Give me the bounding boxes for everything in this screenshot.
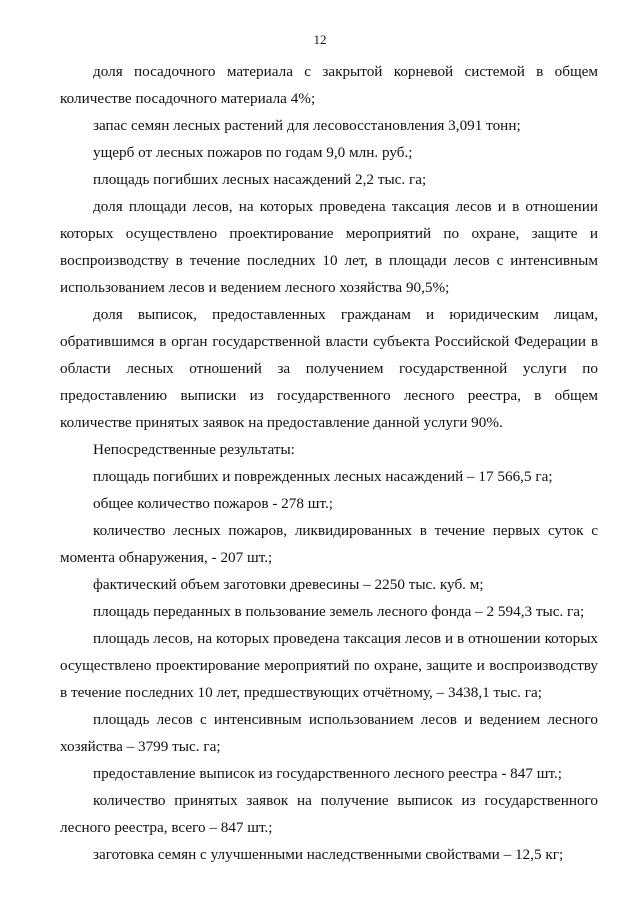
document-body [60,58,598,868]
paragraph-registry-extracts-share: доля выписок, предоставленных гражданам и юридическим лицам, обратившимся в орган государственной власти субъекта Российской Федерации в области лесных отношений за получением государственной услуги по предоставлению выписки из государственного лесного реестра, в общем количестве принятых заявок на предоставление данной услуги 90%. [60,306,598,431]
paragraph-damaged-plantations-area: площадь погибших и поврежденных лесных насаждений – 17 566,5 га; [93,468,553,485]
paragraph-fires-first-day: количество лесных пожаров, ликвидированных в течение первых суток с момента обнаружения, - 207 шт.; [60,522,598,566]
page-number: 12 [313,32,327,47]
paragraph-taxation-share: доля площади лесов, на которых проведена таксация лесов и в отношении которых осуществлено проектирование мероприятий по охране, защите и воспроизводству в течение последних 10 лет, в площади лесов с интенсивным использованием лесов и ведением лесного хозяйства 90,5%; [60,198,598,296]
paragraph-intensive-use-area: площадь лесов с интенсивным использованием лесов и ведением лесного хозяйства – 3799 тыс. га; [60,711,598,755]
paragraph-timber-harvest: фактический объем заготовки древесины – 2250 тыс. куб. м; [93,576,484,593]
paragraph-dead-plantations-area: площадь погибших лесных насаждений 2,2 тыс. га; [93,171,427,188]
paragraph-fire-damage: ущерб от лесных пожаров по годам 9,0 млн. руб.; [93,144,413,161]
paragraph-leased-land-area: площадь переданных в пользование земель лесного фонда – 2 594,3 тыс. га; [93,603,585,620]
paragraph-seed-stock: запас семян лесных растений для лесовосстановления 3,091 тонн; [93,117,521,134]
paragraph-closed-root-seedlings-share: доля посадочного материала с закрытой корневой системой в общем количестве посадочного материала 4%; [60,63,598,107]
paragraph-taxation-area: площадь лесов, на которых проведена таксация лесов и в отношении которых осуществлено проектирование мероприятий по охране, защите и воспроизводству в течение последних 10 лет, предшествующих отчётному, – 3438,1 тыс. га; [60,630,598,701]
paragraph-improved-seeds: заготовка семян с улучшенными наследственными свойствами – 12,5 кг; [93,846,564,863]
paragraph-direct-results-heading: Непосредственные результаты: [93,441,295,458]
paragraph-extracts-provided: предоставление выписок из государственного лесного реестра - 847 шт.; [93,765,562,782]
paragraph-applications-received: количество принятых заявок на получение выписок из государственного лесного реестра, всего – 847 шт.; [60,792,598,836]
paragraph-total-fires: общее количество пожаров - 278 шт.; [93,495,333,512]
